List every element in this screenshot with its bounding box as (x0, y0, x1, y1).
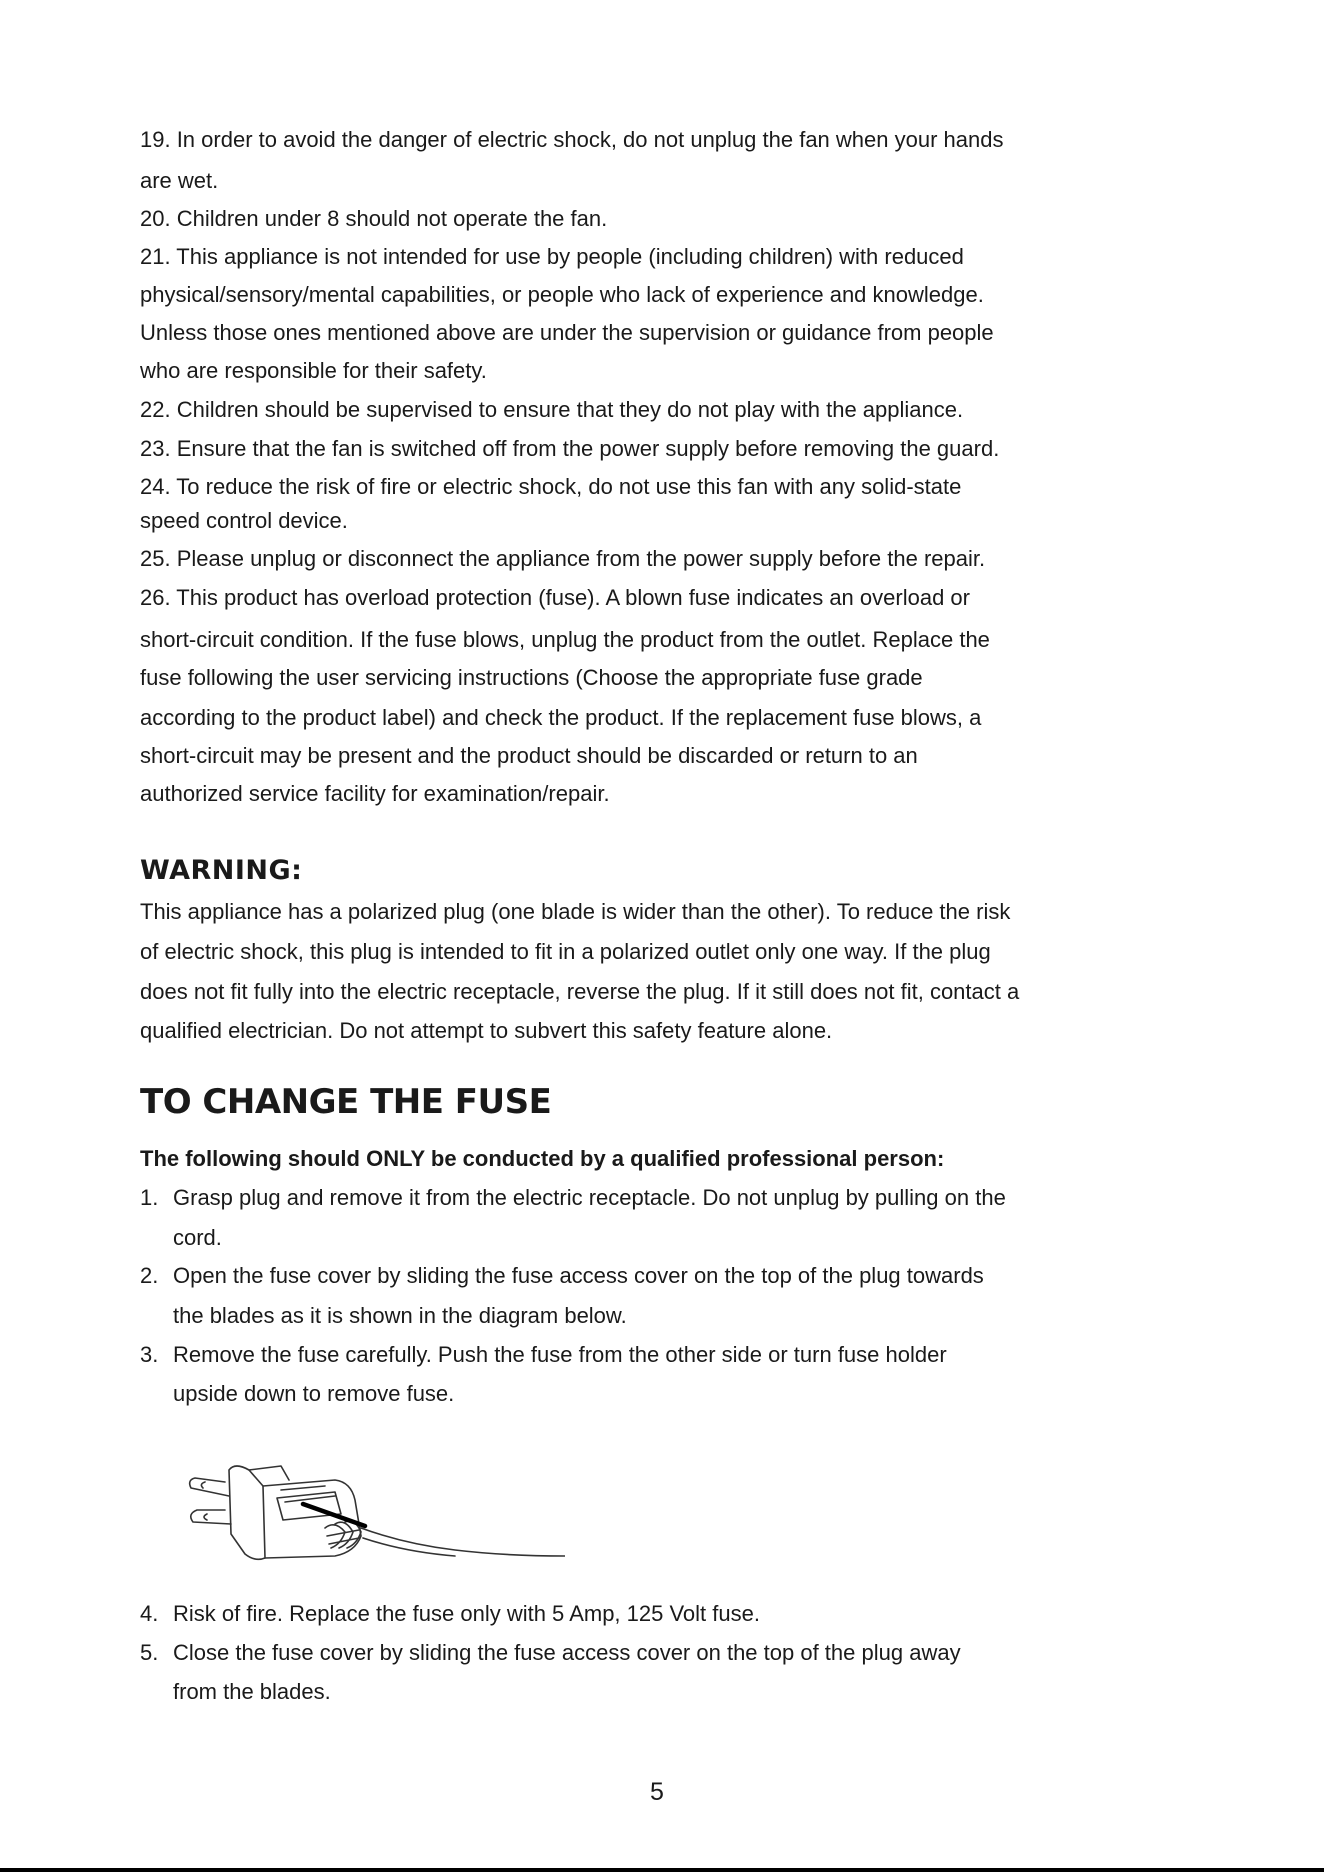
page-number: 5 (650, 1778, 664, 1806)
safety-item-26-line-6: authorized service facility for examination/repair. (140, 781, 610, 806)
safety-item-23: 23. Ensure that the fan is switched off from the power supply before removing the guard. (140, 436, 1000, 461)
safety-item-24-line-2: speed control device. (140, 508, 348, 533)
step-5-line-2: from the blades. (173, 1679, 331, 1704)
safety-item-26-line-4: according to the product label) and check the product. If the replacement fuse blows, a (140, 705, 982, 730)
safety-item-21-line-1: 21. This appliance is not intended for use by people (including children) with reduced (140, 244, 964, 269)
warning-line-2: of electric shock, this plug is intended to fit in a polarized outlet only one way. If the plug (140, 939, 991, 964)
step-1-line-2: cord. (173, 1225, 222, 1250)
bottom-border (0, 1868, 1324, 1872)
step-3-line-1: Remove the fuse carefully. Push the fuse from the other side or turn fuse holder (173, 1342, 947, 1367)
safety-item-24-line-1: 24. To reduce the risk of fire or electric shock, do not use this fan with any solid-state (140, 474, 962, 499)
safety-item-19-line-2: are wet. (140, 168, 219, 193)
safety-item-26-line-1: 26. This product has overload protection (fuse). A blown fuse indicates an overload or (140, 585, 970, 610)
safety-item-26-line-2: short-circuit condition. If the fuse blows, unplug the product from the outlet. Replace the (140, 627, 990, 652)
safety-item-25: 25. Please unplug or disconnect the appliance from the power supply before the repair. (140, 546, 986, 571)
fuse-section-heading: TO CHANGE THE FUSE (140, 1082, 552, 1122)
safety-item-21-line-4: who are responsible for their safety. (140, 358, 487, 383)
step-1-number: 1. (140, 1185, 159, 1210)
warning-line-3: does not fit fully into the electric receptacle, reverse the plug. If it still does not fit, contact a (140, 979, 1020, 1004)
step-2-line-2: the blades as it is shown in the diagram below. (173, 1303, 627, 1328)
step-4-line-1: Risk of fire. Replace the fuse only with 5 Amp, 125 Volt fuse. (173, 1601, 760, 1626)
step-5-line-1: Close the fuse cover by sliding the fuse access cover on the top of the plug away (173, 1640, 961, 1665)
step-2-line-1: Open the fuse cover by sliding the fuse access cover on the top of the plug towards (173, 1263, 984, 1288)
polarized-plug-illustration (185, 1440, 565, 1570)
warning-heading: WARNING: (140, 855, 303, 886)
step-2-number: 2. (140, 1263, 159, 1288)
safety-item-21-line-3: Unless those ones mentioned above are under the supervision or guidance from people (140, 320, 994, 345)
step-4-number: 4. (140, 1601, 159, 1626)
fuse-section-intro: The following should ONLY be conducted by a qualified professional person: (140, 1146, 945, 1171)
step-3-line-2: upside down to remove fuse. (173, 1381, 455, 1406)
safety-item-22: 22. Children should be supervised to ensure that they do not play with the appliance. (140, 397, 964, 422)
step-5-number: 5. (140, 1640, 159, 1665)
step-3-number: 3. (140, 1342, 159, 1367)
safety-item-21-line-2: physical/sensory/mental capabilities, or people who lack of experience and knowledge. (140, 282, 984, 307)
warning-line-1: This appliance has a polarized plug (one blade is wider than the other). To reduce the risk (140, 899, 1011, 924)
safety-item-20: 20. Children under 8 should not operate the fan. (140, 206, 608, 231)
safety-item-19-line-1: 19. In order to avoid the danger of electric shock, do not unplug the fan when your hands (140, 127, 1004, 152)
safety-item-26-line-5: short-circuit may be present and the product should be discarded or return to an (140, 743, 918, 768)
safety-item-26-line-3: fuse following the user servicing instructions (Choose the appropriate fuse grade (140, 665, 923, 690)
warning-line-4: qualified electrician. Do not attempt to subvert this safety feature alone. (140, 1018, 833, 1043)
step-1-line-1: Grasp plug and remove it from the electric receptacle. Do not unplug by pulling on the (173, 1185, 1006, 1210)
